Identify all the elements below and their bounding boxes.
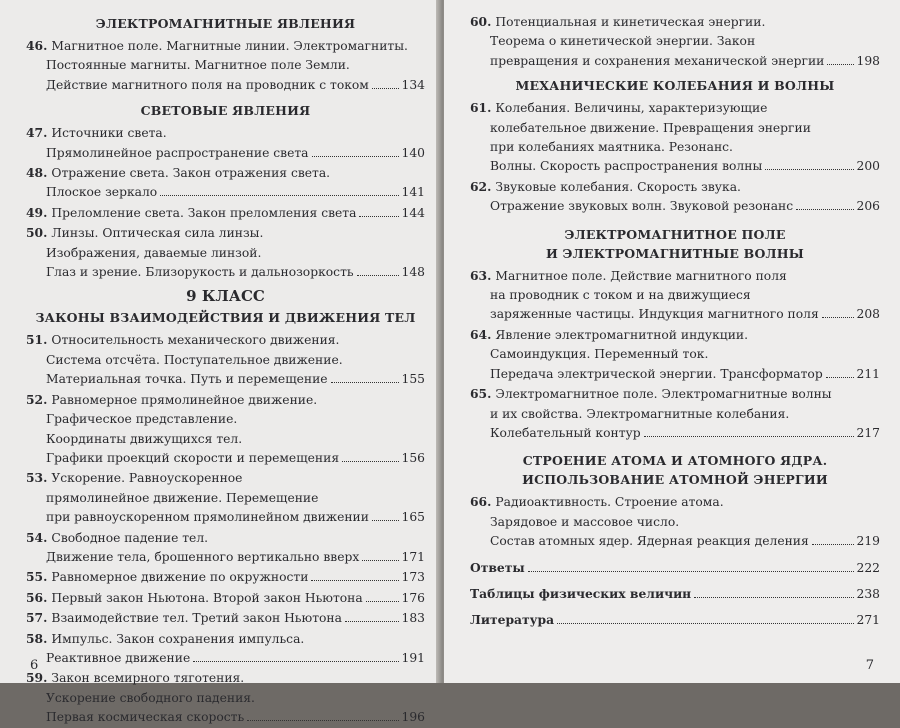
page-ref: 206	[856, 199, 880, 214]
section-heading: ЭЛЕКТРОМАГНИТНЫЕ ЯВЛЕНИЯ	[95, 16, 356, 31]
page-ref: 198	[856, 53, 880, 68]
page-ref: 217	[856, 425, 880, 440]
toc-entry-48[interactable]: 48. Отражение света. Закон отражения света. Плоское зеркало 141	[26, 163, 425, 203]
grade-heading: 9 КЛАСС	[186, 287, 265, 306]
page-ref: 208	[856, 307, 880, 322]
page-ref: 196	[401, 710, 425, 725]
section-heading: МЕХАНИЧЕСКИЕ КОЛЕБАНИЯ И ВОЛНЫ	[515, 78, 835, 94]
toc-entry-62[interactable]: 62. Звуковые колебания. Скорость звука. Отражение звуковых волн. Звуковой резонанс 206	[470, 177, 880, 217]
section-heading: СТРОЕНИЕ АТОМА И АТОМНОГО ЯДРА.	[522, 453, 828, 469]
page-ref: 176	[401, 590, 425, 605]
page-ref: 148	[401, 265, 425, 280]
page-ref: 156	[401, 450, 425, 465]
toc-entry-52[interactable]: 52. Равномерное прямолинейное движение. Графическое представление. Координаты движущихся тел. Графики проекций скорости и перемещения 156	[26, 390, 425, 469]
entry-number: 46.	[26, 38, 48, 53]
page-ref: 183	[401, 611, 425, 626]
toc-entry-56[interactable]: 56. Первый закон Ньютона. Второй закон Ньютона 176	[26, 588, 425, 608]
page-ref: 219	[856, 534, 880, 549]
toc-entry-46[interactable]: 46. Магнитное поле. Магнитные линии. Электромагниты. Постоянные магниты. Магнитное поле Земли. Действие магнитного поля на проводник с током 134	[26, 36, 425, 95]
page-ref: 144	[401, 205, 425, 220]
page-ref: 173	[401, 570, 425, 585]
page-ref: 155	[401, 372, 425, 387]
toc-entry-55[interactable]: 55. Равномерное движение по окружности 173	[26, 567, 425, 587]
toc-entry-65[interactable]: 65. Электромагнитное поле. Электромагнитные волны и их свойства. Электромагнитные колебания. Колебательный контур 217	[470, 384, 880, 443]
toc-entry-literature[interactable]: Литература 271	[470, 610, 880, 630]
page-ref: 134	[401, 77, 425, 92]
toc-entry-66[interactable]: 66. Радиоактивность. Строение атома. Зарядовое и массовое число. Состав атомных ядер. Ядерная реакция деления 219	[470, 492, 880, 551]
page-ref: 140	[401, 145, 425, 160]
toc-entry-49[interactable]: 49. Преломление света. Закон преломления света 144	[26, 203, 425, 223]
section-heading: ЗАКОНЫ ВЗАИМОДЕЙСТВИЯ И ДВИЖЕНИЯ ТЕЛ	[35, 310, 416, 326]
toc-entry-58[interactable]: 58. Импульс. Закон сохранения импульса. Реактивное движение 191	[26, 629, 425, 669]
page-ref: 271	[856, 613, 880, 628]
left-page	[0, 0, 440, 725]
section-heading: ИСПОЛЬЗОВАНИЕ АТОМНОЙ ЭНЕРГИИ	[522, 472, 828, 488]
toc-entry-64[interactable]: 64. Явление электромагнитной индукции. Самоиндукция. Переменный ток. Передача электрической энергии. Трансформатор 211	[470, 325, 880, 384]
page-ref: 141	[401, 185, 425, 200]
toc-entry-tables[interactable]: Таблицы физических величин 238	[470, 584, 880, 604]
page-ref: 211	[856, 366, 880, 381]
page-number: 6	[30, 658, 39, 673]
page-ref: 238	[856, 586, 880, 601]
section-heading: И ЭЛЕКТРОМАГНИТНЫЕ ВОЛНЫ	[545, 245, 805, 261]
page-ref: 222	[856, 560, 880, 575]
toc-entry-47[interactable]: 47. Источники света. Прямолинейное распространение света 140	[26, 123, 425, 163]
page-ref: 165	[401, 510, 425, 525]
page-ref: 191	[401, 650, 425, 665]
page-ref: 171	[401, 549, 425, 564]
toc-entry-answers[interactable]: Ответы 222	[470, 558, 880, 578]
toc-entry-54[interactable]: 54. Свободное падение тел. Движение тела, брошенного вертикально вверх 171	[26, 528, 425, 568]
toc-entry-60[interactable]: 60. Потенциальная и кинетическая энергии. Теорема о кинетической энергии. Закон превращения и сохранения механической энергии 198	[470, 12, 880, 71]
section-heading: ЭЛЕКТРОМАГНИТНОЕ ПОЛЕ	[564, 226, 786, 242]
page-number: 7	[865, 658, 874, 673]
section-heading: СВЕТОВЫЕ ЯВЛЕНИЯ	[140, 103, 311, 119]
toc-entry-57[interactable]: 57. Взаимодействие тел. Третий закон Ньютона 183	[26, 608, 425, 628]
right-page	[444, 0, 900, 683]
toc-entry-50[interactable]: 50. Линзы. Оптическая сила линзы. Изображения, даваемые линзой. Глаз и зрение. Близорукость и дальнозоркость 148	[26, 223, 425, 282]
toc-entry-59[interactable]: 59. Закон всемирного тяготения. Ускорение свободного падения. Первая космическая скорость 196	[26, 668, 425, 727]
toc-entry-61[interactable]: 61. Колебания. Величины, характеризующие колебательное движение. Превращения энергии при колебаниях маятника. Резонанс. Волны. Скорость распространения волны 200	[470, 98, 880, 177]
page-ref: 200	[856, 159, 880, 174]
toc-entry-63[interactable]: 63. Магнитное поле. Действие магнитного поля на проводник с током и на движущиеся заряженные частицы. Индукция магнитного поля 208	[470, 266, 880, 325]
toc-entry-53[interactable]: 53. Ускорение. Равноускоренное прямолинейное движение. Перемещение при равноускоренном прямолинейном движении 165	[26, 468, 425, 527]
toc-entry-51[interactable]: 51. Относительность механического движения. Система отсчёта. Поступательное движение. Материальная точка. Путь и перемещение 155	[26, 330, 425, 389]
